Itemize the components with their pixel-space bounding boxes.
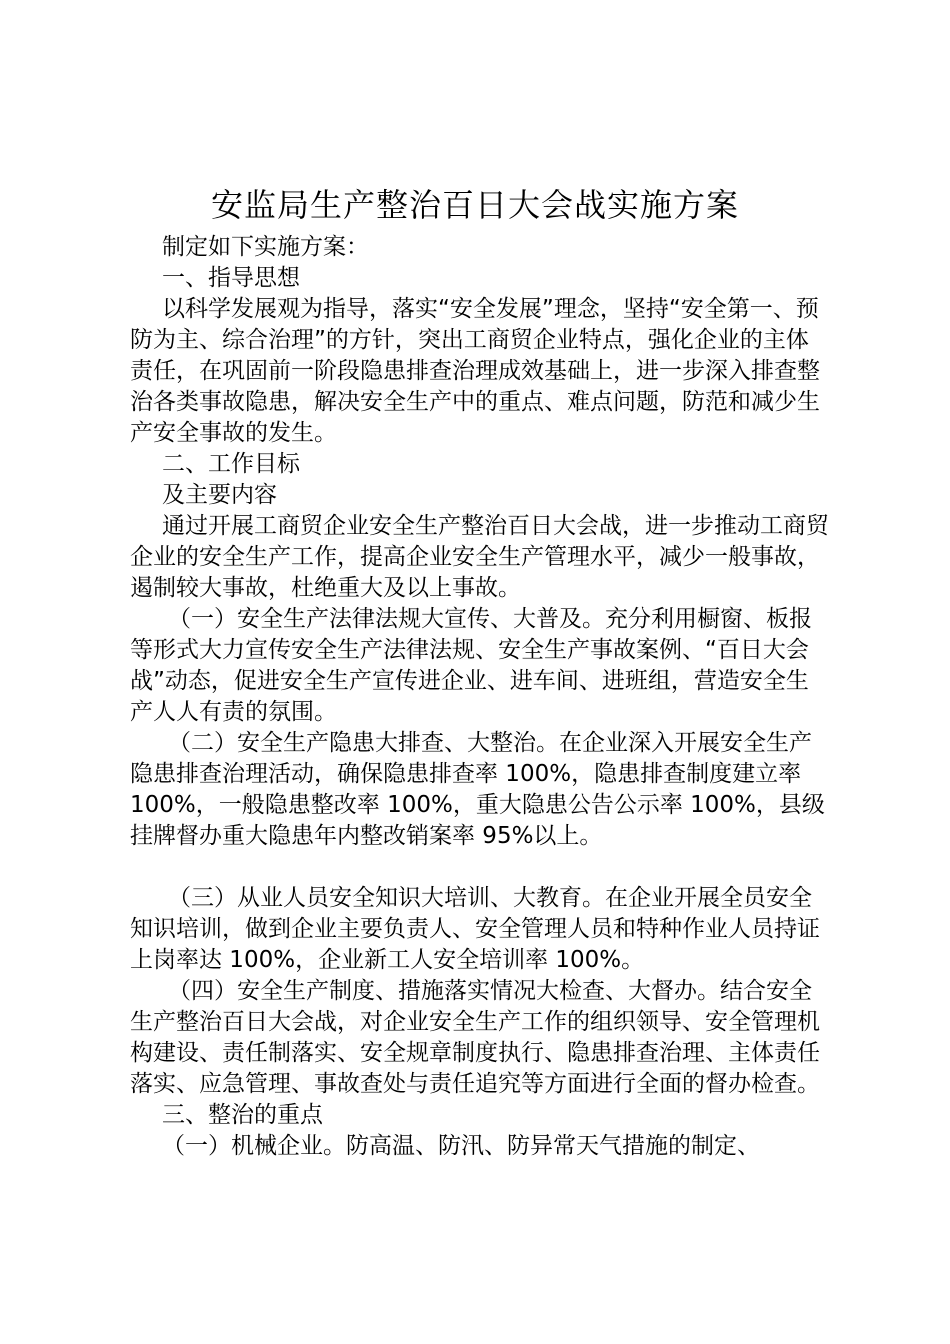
section-heading-3: 三、整治的重点 <box>162 1102 323 1128</box>
paragraph-intro: 制定如下实施方案： <box>162 234 369 260</box>
paragraph-focus-1: （一）机械企业。防高温、防汛、防异常天气措施的制定、 <box>162 1133 760 1159</box>
document-body <box>130 232 830 1162</box>
paragraph-item-4: （四）安全生产制度、措施落实情况大检查、大督办。结合安全生产整治百日大会战，对企业安全生产工作的组织领导、安全管理机构建设、责任制落实、安全规章制度执行、隐患排查治理、主体责任落实、应急管理、事故查处与责任追究等方面进行全面的督办检查。 <box>130 978 820 1097</box>
blank-line <box>130 852 830 883</box>
paragraph-item-1: （一）安全生产法律法规大宣传、大普及。充分利用橱窗、板报等形式大力宣传安全生产法律法规、安全生产事故案例、“百日大会战”动态，促进安全生产宣传进企业、进车间、进班组，营造安全生产人人有责的氛围。 <box>130 606 812 725</box>
section-heading-2-cont: 及主要内容 <box>162 482 277 508</box>
section-heading-2: 二、工作目标 <box>162 451 300 477</box>
document-title: 安监局生产整治百日大会战实施方案 <box>210 186 739 224</box>
paragraph-item-3: （三）从业人员安全知识大培训、大教育。在企业开展全员安全知识培训，做到企业主要负责人、安全管理人员和特种作业人员持证上岗率达 100%，企业新工人安全培训率 100%。 <box>130 885 820 973</box>
paragraph-item-2: （二）安全生产隐患大排查、大整治。在企业深入开展安全生产隐患排查治理活动，确保隐患排查率 100%，隐患排查制度建立率 100%，一般隐患整改率 100%，重大隐患公告公示率 100%，县级挂牌督办重大隐患年内整改销案率 95%以上。 <box>130 730 825 849</box>
paragraph-goals: 通过开展工商贸企业安全生产整治百日大会战，进一步推动工商贸企业的安全生产工作，提高企业安全生产管理水平，减少一般事故，遏制较大事故，杜绝重大及以上事故。 <box>130 513 829 601</box>
paragraph-guiding-thought: 以科学发展观为指导，落实“安全发展”理念，坚持“安全第一、预防为主、综合治理”的方针，突出工商贸企业特点，强化企业的主体责任，在巩固前一阶段隐患排查治理成效基础上，进一步深入排查整治各类事故隐患，解决安全生产中的重点、难点问题，防范和减少生产安全事故的发生。 <box>130 296 820 446</box>
section-heading-1: 一、指导思想 <box>162 265 300 291</box>
